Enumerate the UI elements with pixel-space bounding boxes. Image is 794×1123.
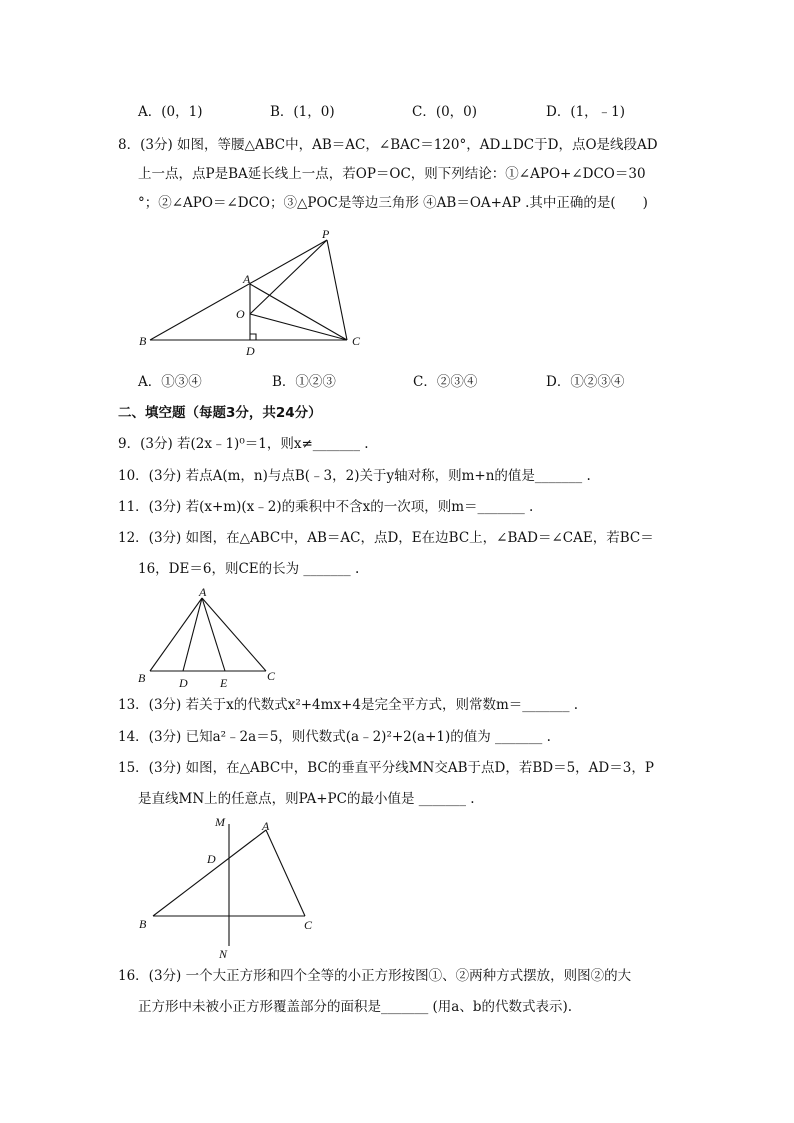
q7-option-d[interactable]: D．(1，﹣1) (546, 104, 626, 120)
q10-text: 10．(3分) 若点A(m，n)与点B(﹣3，2)关于y轴对称，则m+n的值是_______ . (118, 468, 591, 484)
q15-label-d: D (207, 852, 216, 866)
q15-label-a: A (262, 819, 270, 833)
q15-label-c: C (304, 918, 313, 932)
q8-label-b: B (139, 334, 147, 348)
q12-label-e: E (220, 676, 228, 690)
section-heading-fill-in: 二、填空题（每题3分，共24分） (118, 405, 322, 421)
q8-text-line2: 上一点，点P是BA延长线上一点，若OP＝OC，则下列结论：①∠APO+∠DCO＝30 (138, 166, 646, 182)
q15-text-line1: 15．(3分) 如图，在△ABC中，BC的垂直平分线MN交AB于点D，若BD＝5，AD＝3，P (118, 760, 654, 776)
q8-label-d: D (246, 344, 255, 358)
q15-label-m: M (215, 815, 225, 829)
q11-text: 11．(3分) 若(x+m)(x﹣2)的乘积中不含x的一次项，则m＝_______ . (118, 499, 534, 515)
q15-triangle-lines (153, 824, 305, 946)
q8-text-line1: 8．(3分) 如图，等腰△ABC中，AB＝AC，∠BAC＝120°，AD⊥DC于D，点O是线段AD (118, 137, 658, 153)
q8-option-d[interactable]: D．①②③④ (546, 374, 625, 390)
q7-option-c[interactable]: C．(0，0) (412, 104, 478, 120)
q7-option-a[interactable]: A．(0，1) (138, 104, 203, 120)
q7-option-b[interactable]: B．(1，0) (270, 104, 335, 120)
q15-label-b: B (139, 917, 147, 931)
q8-label-c: C (352, 334, 361, 348)
q8-option-c[interactable]: C．②③④ (413, 374, 478, 390)
q8-triangle-lines (150, 240, 347, 340)
q8-label-o: O (236, 307, 245, 321)
q8-label-p: P (322, 227, 330, 241)
q12-text-line2: 16，DE＝6，则CE的长为 _______ . (138, 561, 360, 577)
q8-option-b[interactable]: B．①②③ (272, 374, 336, 390)
q12-label-b: B (138, 671, 146, 685)
q14-text: 14．(3分) 已知a²﹣2a＝5，则代数式(a﹣2)²+2(a+1)的值为 _______ . (118, 729, 551, 745)
q12-text-line1: 12．(3分) 如图，在△ABC中，AB＝AC，点D，E在边BC上，∠BAD＝∠CAE，若BC＝ (118, 530, 654, 546)
q12-triangle-lines (150, 598, 266, 671)
q9-text: 9．(3分) 若(2x﹣1)⁰＝1，则x≠_______ . (118, 436, 369, 452)
q15-label-n: N (219, 947, 228, 961)
q8-text-line3: °；②∠APO＝∠DCO；③△POC是等边三角形 ④AB＝OA+AP .其中正确的是( ) (138, 195, 648, 211)
q12-label-c: C (267, 669, 276, 683)
q12-label-a: A (199, 585, 207, 599)
q8-option-a[interactable]: A．①③④ (138, 374, 202, 390)
q13-text: 13．(3分) 若关于x的代数式x²+4mx+4是完全平方式，则常数m＝_______ . (118, 697, 579, 713)
q16-text-line1: 16．(3分) 一个大正方形和四个全等的小正方形按图①、②两种方式摆放，则图②的大 (118, 968, 632, 984)
q16-text-line2: 正方形中未被小正方形覆盖部分的面积是_______ (用a、b的代数式表示). (138, 999, 573, 1015)
q12-label-d: D (179, 676, 188, 690)
q15-text-line2: 是直线MN上的任意点，则PA+PC的最小值是 _______ . (138, 791, 475, 807)
q8-label-a: A (243, 272, 251, 286)
